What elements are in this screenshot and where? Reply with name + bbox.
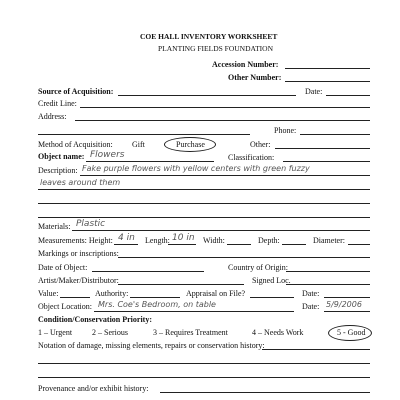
address-label: Address: — [38, 112, 67, 121]
length-field[interactable] — [168, 244, 196, 245]
location-date-label: Date: — [302, 302, 320, 311]
priority-serious[interactable]: 2 – Serious — [92, 328, 128, 337]
credit-line-label: Credit Line: — [38, 99, 77, 108]
other-number-label: Other Number: — [228, 73, 282, 82]
provenance-field[interactable] — [160, 392, 370, 393]
object-name-value: Flowers — [90, 150, 125, 160]
priority-urgent[interactable]: 1 – Urgent — [38, 328, 73, 337]
source-label: Source of Acquisition: — [38, 87, 114, 96]
width-label: Width: — [203, 236, 225, 245]
authority-field[interactable] — [130, 297, 180, 298]
other-number-field[interactable] — [285, 81, 370, 82]
location-date-field[interactable] — [324, 311, 370, 312]
other-method-field[interactable] — [275, 148, 370, 149]
length-value: 10 in — [172, 233, 195, 243]
authority-label: Authority: — [95, 289, 129, 298]
description-field-3[interactable] — [38, 203, 370, 204]
appraisal-label: Appraisal on File? — [186, 289, 246, 298]
gift-option[interactable]: Gift — [132, 140, 145, 149]
materials-value: Plastic — [76, 219, 106, 229]
phone-field[interactable] — [300, 134, 370, 135]
credit-line-field[interactable] — [80, 107, 370, 108]
height-field[interactable] — [114, 244, 138, 245]
appraisal-date-field[interactable] — [324, 297, 370, 298]
materials-field[interactable] — [72, 230, 370, 231]
depth-label: Depth: — [258, 236, 280, 245]
method-label: Method of Acquisition: — [38, 140, 113, 149]
description-field-2[interactable] — [38, 189, 370, 190]
address-field[interactable] — [75, 120, 370, 121]
accession-number-field[interactable] — [285, 68, 370, 69]
object-name-field[interactable] — [86, 161, 214, 162]
notation-field-2[interactable] — [38, 363, 370, 364]
priority-needs-work[interactable]: 4 – Needs Work — [252, 328, 304, 337]
object-name-label: Object name: — [38, 152, 85, 161]
appraisal-field[interactable] — [250, 297, 294, 298]
source-date-field[interactable] — [326, 95, 370, 96]
phone-label: Phone: — [274, 126, 297, 135]
notation-label: Notation of damage, missing elements, repairs or conservation history: — [38, 341, 265, 350]
measurements-height-label: Measurements: Height: — [38, 236, 113, 245]
source-field[interactable] — [118, 95, 296, 96]
classification-field[interactable] — [283, 161, 370, 162]
description-field-4[interactable] — [38, 217, 370, 218]
description-value-line1: Fake purple flowers with yellow centers with green fuzzy — [82, 164, 310, 173]
provenance-label: Provenance and/or exhibit history: — [38, 384, 149, 393]
artist-field[interactable] — [118, 284, 244, 285]
diameter-label: Diameter: — [313, 236, 345, 245]
value-label: Value: — [38, 289, 59, 298]
country-of-origin-field[interactable] — [286, 271, 370, 272]
notation-field-3[interactable] — [38, 377, 370, 378]
condition-heading: Condition/Conservation Priority: — [38, 315, 152, 324]
notation-field-1[interactable] — [262, 349, 370, 350]
other-method-label: Other: — [250, 140, 271, 149]
date-of-object-label: Date of Object: — [38, 263, 88, 272]
depth-field[interactable] — [282, 244, 306, 245]
markings-label: Markings or inscriptions: — [38, 249, 119, 258]
description-field-1[interactable] — [80, 175, 370, 176]
signed-loc-label: Signed Loc. — [252, 276, 291, 285]
address-field-2[interactable] — [38, 134, 250, 135]
country-of-origin-label: Country of Origin: — [228, 263, 288, 272]
length-label: Length: — [145, 236, 170, 245]
form-title: COE HALL INVENTORY WORKSHEET — [140, 32, 278, 41]
classification-label: Classification: — [228, 153, 275, 162]
priority-good[interactable]: 5 - Good — [337, 328, 366, 337]
date-of-object-field[interactable] — [92, 271, 204, 272]
form-subtitle: PLANTING FIELDS FOUNDATION — [158, 44, 273, 53]
diameter-field[interactable] — [348, 244, 370, 245]
purchase-option[interactable]: Purchase — [176, 140, 205, 149]
source-date-label: Date: — [305, 87, 323, 96]
materials-label: Materials: — [38, 222, 71, 231]
height-value: 4 in — [118, 233, 135, 243]
value-field[interactable] — [60, 297, 90, 298]
description-value-line2: leaves around them — [40, 178, 121, 187]
accession-number-label: Accession Number: — [212, 60, 279, 69]
object-location-label: Object Location: — [38, 302, 92, 311]
priority-requires-treatment[interactable]: 3 – Requires Treatment — [153, 328, 228, 337]
object-location-value: Mrs. Coe's Bedroom, on table — [98, 300, 216, 309]
markings-field[interactable] — [118, 257, 370, 258]
appraisal-date-label: Date: — [302, 289, 320, 298]
width-field[interactable] — [227, 244, 251, 245]
artist-label: Artist/Maker/Distributor: — [38, 276, 119, 285]
description-label: Description: — [38, 166, 78, 175]
object-location-field[interactable] — [94, 311, 294, 312]
location-date-value: 5/9/2006 — [326, 300, 362, 309]
signed-loc-field[interactable] — [286, 284, 370, 285]
